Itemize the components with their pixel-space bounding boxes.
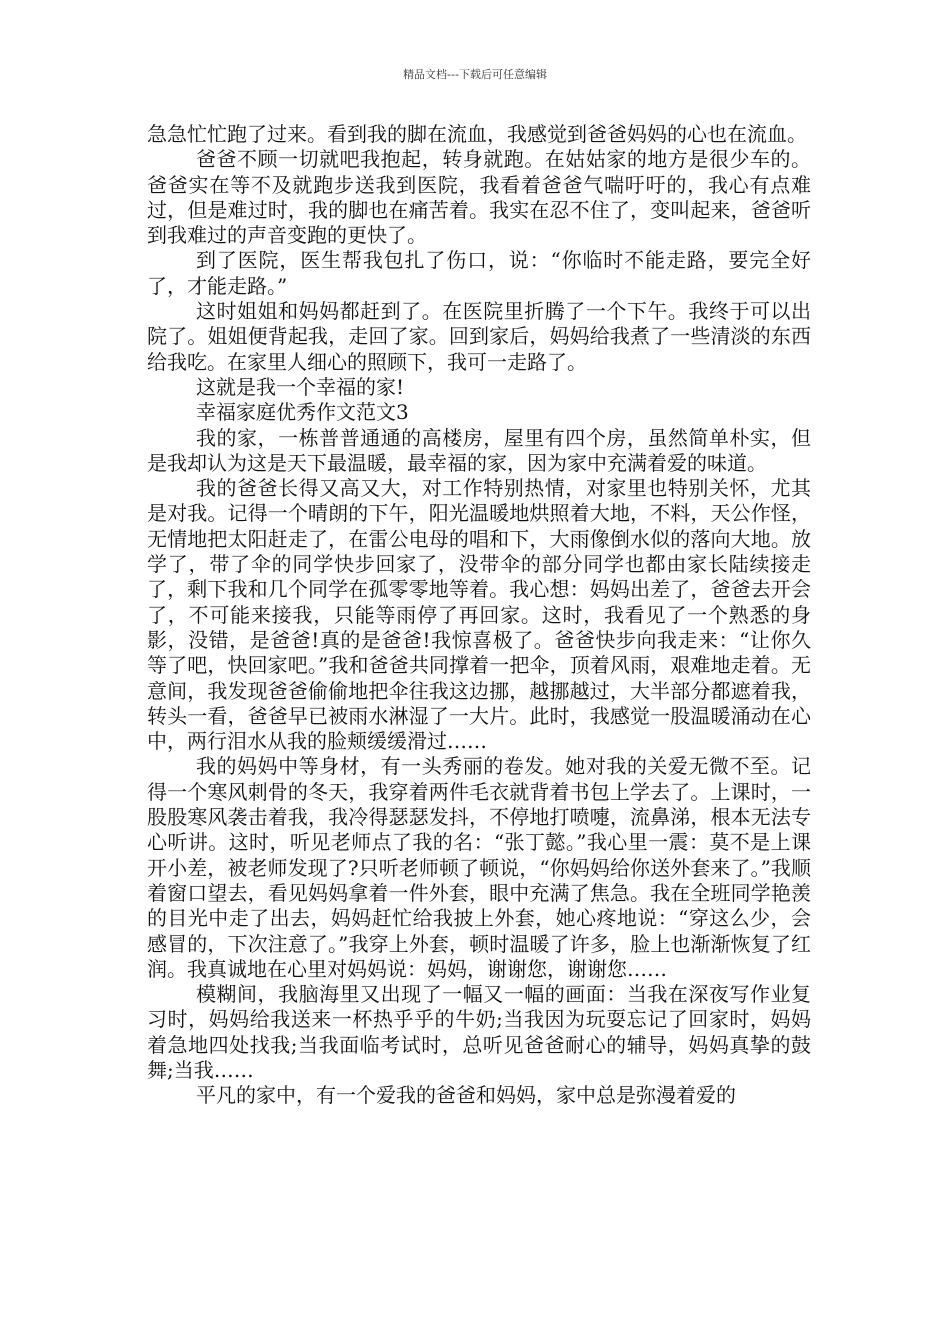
- paragraph-5: 这就是我一个幸福的家!: [196, 374, 405, 399]
- paragraph-11: 平凡的家中，有一个爱我的爸爸和妈妈，家中总是弥漫着爱的: [196, 1083, 736, 1108]
- document-body: [147, 122, 811, 1109]
- paragraph-9: 我的妈妈中等身材，有一头秀丽的卷发。她对我的关爱无微不至。记得一个寒风刺骨的冬天，我穿着两件毛衣就背着书包上学去了。上课时，一股股寒风袭击着我，我冷得瑟瑟发抖，不停地打喷嚏，流鼻涕，根本无法专心听讲。这时，听见老师点了我的名：“张丁懿。”我心里一震：莫不是上课开小差，被老师发现了?只听老师顿了顿说，“你妈妈给你送外套来了。”我顺着窗口望去，看见妈妈拿着一件外套，眼中充满了焦急。我在全班同学艳羡的目光中走了出去，妈妈赶忙给我披上外套，她心疼地说：“穿这么少，会感冒的，下次注意了。”我穿上外套，顿时温暖了许多，脸上也渐渐恢复了红润。我真诚地在心里对妈妈说：妈妈，谢谢您，谢谢您……: [147, 754, 811, 981]
- paragraph-4: 这时姐姐和妈妈都赶到了。在医院里折腾了一个下午。我终于可以出院了。姐姐便背起我，走回了家。回到家后，妈妈给我煮了一些清淡的东西给我吃。在家里人细心的照顾下，我可一走路了。: [147, 299, 811, 374]
- section-title: 幸福家庭优秀作文范文3: [196, 400, 409, 425]
- paragraph-10: 模糊间，我脑海里又出现了一幅又一幅的画面：当我在深夜写作业复习时，妈妈给我送来一杯热乎乎的牛奶;当我因为玩耍忘记了回家时，妈妈着急地四处找我;当我面临考试时，总听见爸爸耐心的辅导，妈妈真挚的鼓舞;当我……: [147, 982, 811, 1082]
- page-header: 精品文档---下载后可任意编辑: [403, 68, 547, 81]
- paragraph-1: 急急忙忙跑了过来。看到我的脚在流血，我感觉到爸爸妈妈的心也在流血。: [147, 122, 807, 146]
- paragraph-2: 爸爸不顾一切就吧我抱起，转身就跑。在姑姑家的地方是很少车的。爸爸实在等不及就跑步送我到医院，我看着爸爸气喘吁吁的，我心有点难过，但是难过时，我的脚也在痛苦着。我实在忍不住了，变叫起来，爸爸听到我难过的声音变跑的更快了。: [147, 147, 811, 248]
- paragraph-7: 我的家，一栋普普通通的高楼房，屋里有四个房，虽然简单朴实，但是我却认为这是天下最温暖，最幸福的家，因为家中充满着爱的味道。: [147, 425, 811, 475]
- paragraph-8: 我的爸爸长得又高又大，对工作特别热情，对家里也特别关怀，尤其是对我。记得一个晴朗的下午，阳光温暖地烘照着大地，不料，天公作怪，无情地把太阳赶走了，在雷公电母的唱和下，大雨像倒水似的落向大地。放学了，带了伞的同学快步回家了，没带伞的部分同学也都由家长陆续接走了，剩下我和几个同学在孤零零地等着。我心想：妈妈出差了，爸爸去开会了，不可能来接我，只能等雨停了再回家。这时，我看见了一个熟悉的身影，没错，是爸爸!真的是爸爸!我惊喜极了。爸爸快步向我走来：“让你久等了吧，快回家吧。”我和爸爸共同撑着一把伞，顶着风雨，艰难地走着。无意间，我发现爸爸偷偷地把伞往我这边挪，越挪越过，大半部分都遮着我，转头一看，爸爸早已被雨水淋湿了一大片。此时，我感觉一股温暖涌动在心中，两行泪水从我的脸颊缓缓滑过……: [147, 476, 811, 754]
- paragraph-3: 到了医院，医生帮我包扎了伤口，说：“你临时不能走路，要完全好了，才能走路。”: [147, 248, 811, 298]
